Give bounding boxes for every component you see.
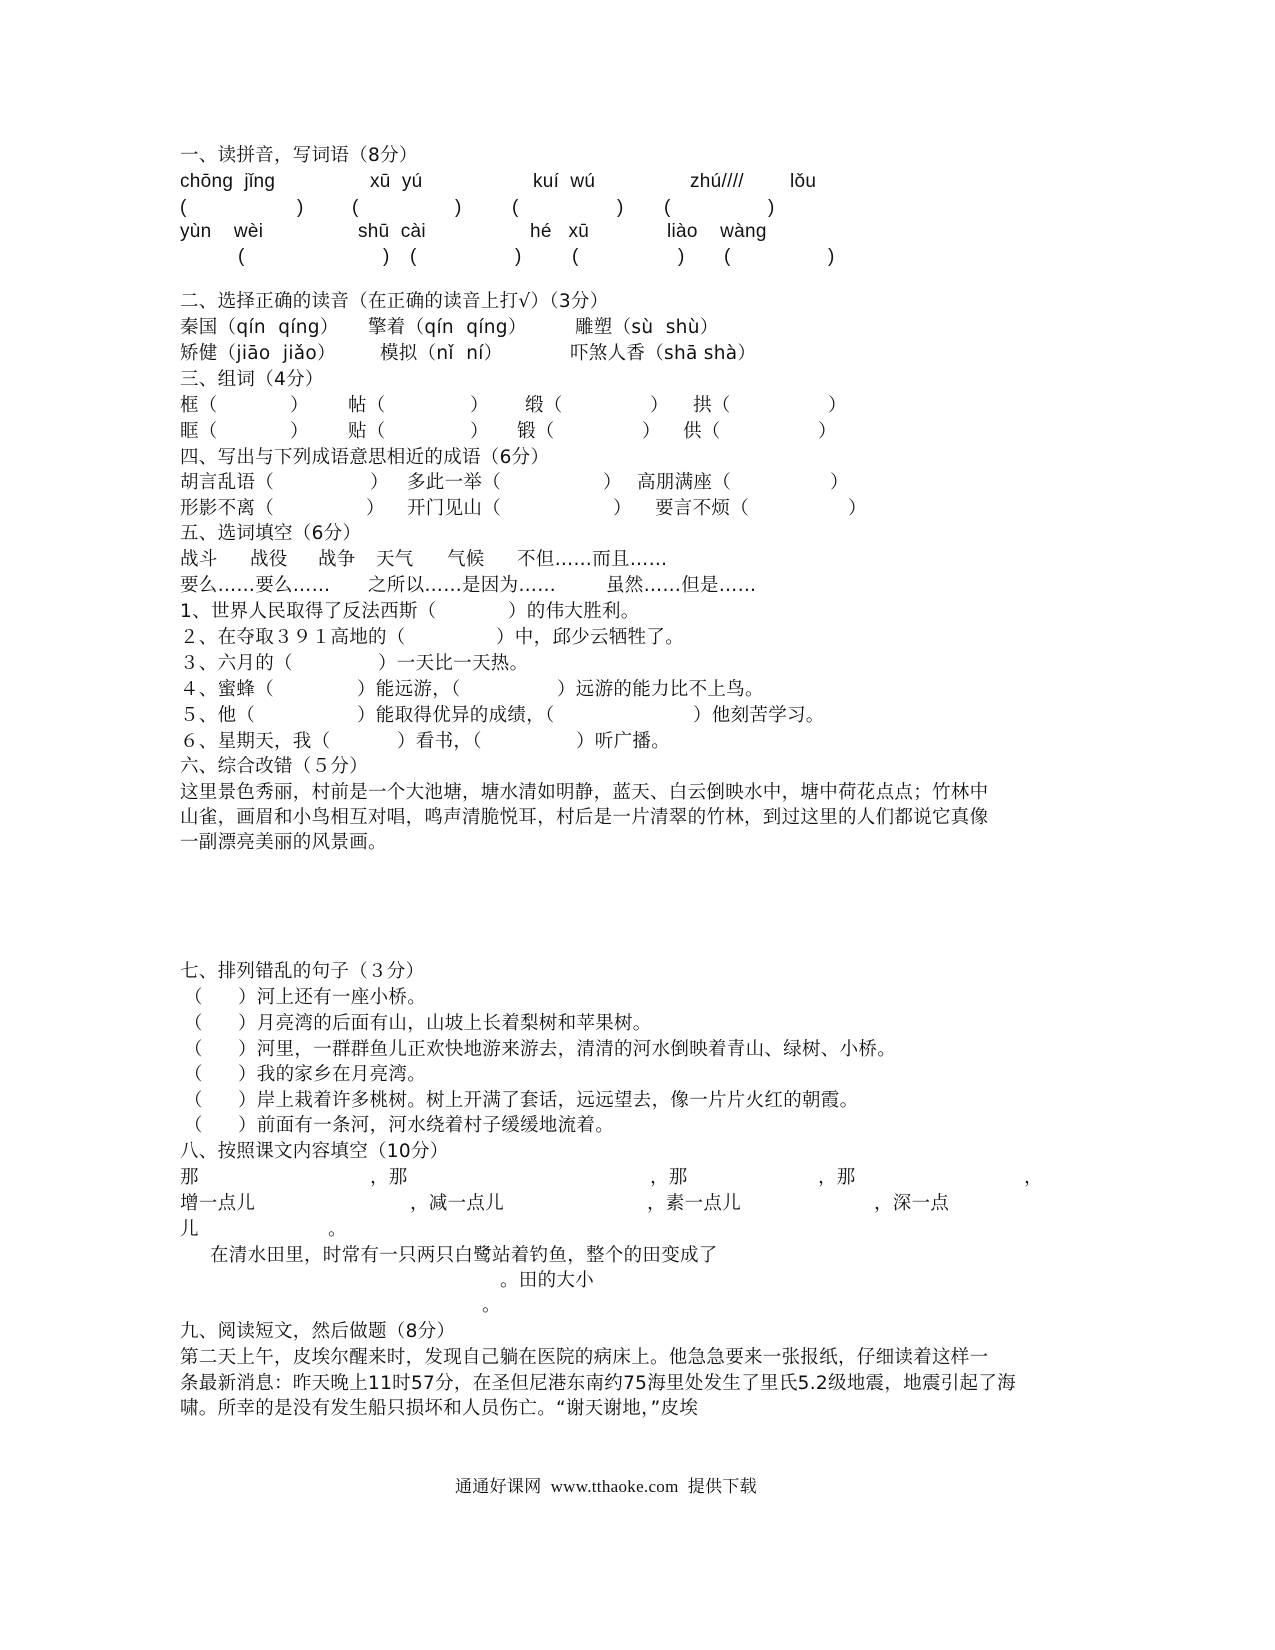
choice-word: 不但……而且……: [517, 549, 668, 570]
order-paren: （: [184, 1064, 203, 1085]
fill-text: ，素一点儿: [647, 1193, 742, 1214]
reading-paragraph-line: 条最新消息：昨天晚上11时57分，在圣但尼港东南约75海里处发生了里氏5.2级地震，地震引起了海: [180, 1373, 1016, 1394]
order-sentence: ）前面有一条河，河水绕着村子缓缓地流着。: [238, 1115, 615, 1136]
correction-paragraph-line: 一副漂亮美丽的风景画。: [180, 832, 387, 853]
choice-word: 虽然……但是……: [606, 575, 757, 596]
word-item-close: ）: [650, 395, 669, 416]
fill-question-rest: ）远游的能力比不上鸟。: [557, 679, 764, 700]
pinyin-6: yùn wèi: [180, 221, 264, 242]
idiom-item: 胡言乱语（: [180, 472, 275, 493]
fill-text: 。: [482, 1295, 501, 1316]
fill-question: 1、世界人民取得了反法西斯（: [180, 601, 437, 622]
reading-item: 模拟（nǐ ní）: [380, 343, 503, 364]
fill-text: ，那: [650, 1167, 688, 1188]
word-item: 贴（: [348, 421, 386, 442]
paren-close: ): [297, 197, 304, 218]
paren-open: (: [724, 246, 731, 267]
section-5-heading: 五、选词填空（6分）: [180, 523, 362, 544]
fill-text: ，: [1024, 1167, 1043, 1188]
order-paren: （: [184, 987, 203, 1008]
fill-question: ６、星期天，我（: [180, 731, 331, 752]
pinyin-2: xū yú: [370, 171, 423, 192]
paren-open: (: [410, 246, 417, 267]
fill-question-rest: ）能远游，（: [357, 679, 461, 700]
fill-question: ２、在夺取３９１高地的（: [180, 627, 406, 648]
order-sentence: ）我的家乡在月亮湾。: [238, 1064, 427, 1085]
reading-item: 雕塑（sù shù）: [575, 317, 719, 338]
word-item: 供（: [683, 421, 721, 442]
choice-word: 战争: [318, 549, 356, 570]
idiom-item-close: ）: [366, 498, 385, 519]
idiom-item-close: ）: [603, 472, 622, 493]
fill-question-rest: ）的伟大胜利。: [508, 601, 640, 622]
order-paren: （: [184, 1115, 203, 1136]
idiom-item-close: ）: [848, 498, 867, 519]
order-sentence: ）河里，一群群鱼儿正欢快地游来游去，清清的河水倒映着青山、绿树、小桥。: [238, 1039, 897, 1060]
reading-item: 秦国（qín qíng）: [180, 317, 339, 338]
order-paren: （: [184, 1013, 203, 1034]
reading-paragraph-line: 啸。所幸的是没有发生船只损坏和人员伤亡。“谢天谢地，”皮埃: [180, 1398, 699, 1419]
fill-question-rest: ）中，邱少云牺牲了。: [496, 627, 685, 648]
choice-word: 战斗: [180, 549, 218, 570]
choice-word: 要么……要么……: [180, 575, 331, 596]
fill-text: 增一点儿: [180, 1193, 256, 1214]
word-item-close: ）: [818, 421, 837, 442]
word-item-close: ）: [470, 395, 489, 416]
paren-close: ): [828, 246, 835, 267]
fill-question: ４、蜜蜂（: [180, 679, 275, 700]
word-item-close: ）: [290, 395, 309, 416]
fill-text: ，那: [370, 1167, 408, 1188]
choice-word: 气候: [447, 549, 485, 570]
choice-word: 战役: [250, 549, 288, 570]
word-item: 拱（: [693, 395, 731, 416]
paren-close: ): [515, 246, 522, 267]
pinyin-7: shū cài: [358, 221, 426, 242]
fill-text: 那: [180, 1167, 199, 1188]
correction-paragraph-line: 山雀，画眉和小鸟相互对唱，鸣声清脆悦耳，村后是一片清翠的竹林，到过这里的人们都说它真像: [180, 807, 989, 828]
paren-close: ): [678, 246, 685, 267]
pinyin-4: zhú////: [690, 171, 744, 192]
fill-question-rest: ）看书，（: [397, 731, 482, 752]
word-item-close: ）: [642, 421, 661, 442]
fill-text: ，深一点: [874, 1193, 950, 1214]
fill-question-rest: ）他刻苦学习。: [693, 705, 825, 726]
fill-question-rest: ）能取得优异的成绩，（: [357, 705, 555, 726]
pinyin-8: hé xū: [530, 221, 590, 242]
reading-paragraph-line: 第二天上午，皮埃尔醒来时，发现自己躺在医院的病床上。他急急要来一张报纸，仔细读着这样一: [180, 1347, 989, 1368]
pinyin-3: kuí wú: [533, 171, 596, 192]
fill-question: ３、六月的（: [180, 653, 293, 674]
fill-question-rest: ）一天比一天热。: [378, 653, 529, 674]
word-item: 眶（: [180, 421, 218, 442]
section-3-heading: 三、组词（4分）: [180, 369, 324, 390]
paren-open: (: [512, 197, 519, 218]
reading-item: 吓煞人香（shā shà）: [570, 343, 757, 364]
idiom-item-close: ）: [370, 472, 389, 493]
idiom-item: 形影不离（: [180, 498, 275, 519]
pinyin-1: chōng jǐng: [180, 171, 276, 192]
section-1-heading: 一、读拼音，写词语（8分）: [180, 145, 418, 166]
paren-close: ): [768, 197, 775, 218]
word-item: 缎（: [525, 395, 563, 416]
word-item-close: ）: [470, 421, 489, 442]
idiom-item: 要言不烦（: [655, 498, 750, 519]
idiom-item-close: ）: [830, 472, 849, 493]
order-paren: （: [184, 1039, 203, 1060]
pinyin-9: liào wàng: [667, 221, 767, 242]
word-item: 锻（: [517, 421, 555, 442]
paren-open: (: [352, 197, 359, 218]
section-8-heading: 八、按照课文内容填空（10分）: [180, 1141, 449, 1162]
paren-open: (: [572, 246, 579, 267]
paren-close: ): [617, 197, 624, 218]
fill-text: 儿: [180, 1219, 199, 1240]
paren-open: (: [180, 197, 187, 218]
idiom-item: 高朋满座（: [637, 472, 732, 493]
word-item-close: ）: [290, 421, 309, 442]
idiom-item-close: ）: [613, 498, 632, 519]
word-item: 帖（: [348, 395, 386, 416]
order-sentence: ）月亮湾的后面有山，山坡上长着梨树和苹果树。: [238, 1013, 652, 1034]
fill-text: 。: [328, 1219, 347, 1240]
section-9-heading: 九、阅读短文，然后做题（8分）: [180, 1321, 456, 1342]
section-4-heading: 四、写出与下列成语意思相近的成语（6分）: [180, 447, 550, 468]
fill-text: ，那: [818, 1167, 856, 1188]
choice-word: 之所以……是因为……: [368, 575, 557, 596]
choice-word: 天气: [376, 549, 414, 570]
idiom-item: 开门见山（: [407, 498, 502, 519]
paren-close: ): [455, 197, 462, 218]
section-7-heading: 七、排列错乱的句子（３分）: [180, 961, 425, 982]
fill-question-rest: ）听广播。: [576, 731, 671, 752]
word-item: 框（: [180, 395, 218, 416]
correction-paragraph-line: 这里景色秀丽，村前是一个大池塘，塘水清如明静，蓝天、白云倒映水中，塘中荷花点点；竹林中: [180, 782, 989, 803]
paren-open: (: [238, 246, 245, 267]
fill-text: ，减一点儿: [410, 1193, 505, 1214]
reading-item: 矫健（jiāo jiǎo）: [180, 343, 336, 364]
section-6-heading: 六、综合改错（５分）: [180, 756, 369, 777]
fill-question: ５、他（: [180, 705, 256, 726]
paren-open: (: [664, 197, 671, 218]
reading-item: 擎着（qín qíng）: [368, 317, 527, 338]
order-sentence: ）岸上栽着许多桃树。树上开满了套话，远远望去，像一片片火红的朝霞。: [238, 1090, 859, 1111]
idiom-item: 多此一举（: [407, 472, 502, 493]
section-2-heading: 二、选择正确的读音（在正确的读音上打√）（3分）: [180, 291, 609, 312]
order-sentence: ）河上还有一座小桥。: [238, 987, 427, 1008]
fill-text: 。田的大小: [500, 1270, 595, 1291]
order-paren: （: [184, 1090, 203, 1111]
paren-close: ): [383, 246, 390, 267]
fill-text: 在清水田里，时常有一只两只白鹭站着钓鱼，整个的田变成了: [210, 1245, 718, 1266]
pinyin-5: lǒu: [790, 171, 817, 192]
word-item-close: ）: [828, 395, 847, 416]
footer-credit: 通通好课网 www.tthaoke.com 提供下载: [455, 1477, 757, 1496]
